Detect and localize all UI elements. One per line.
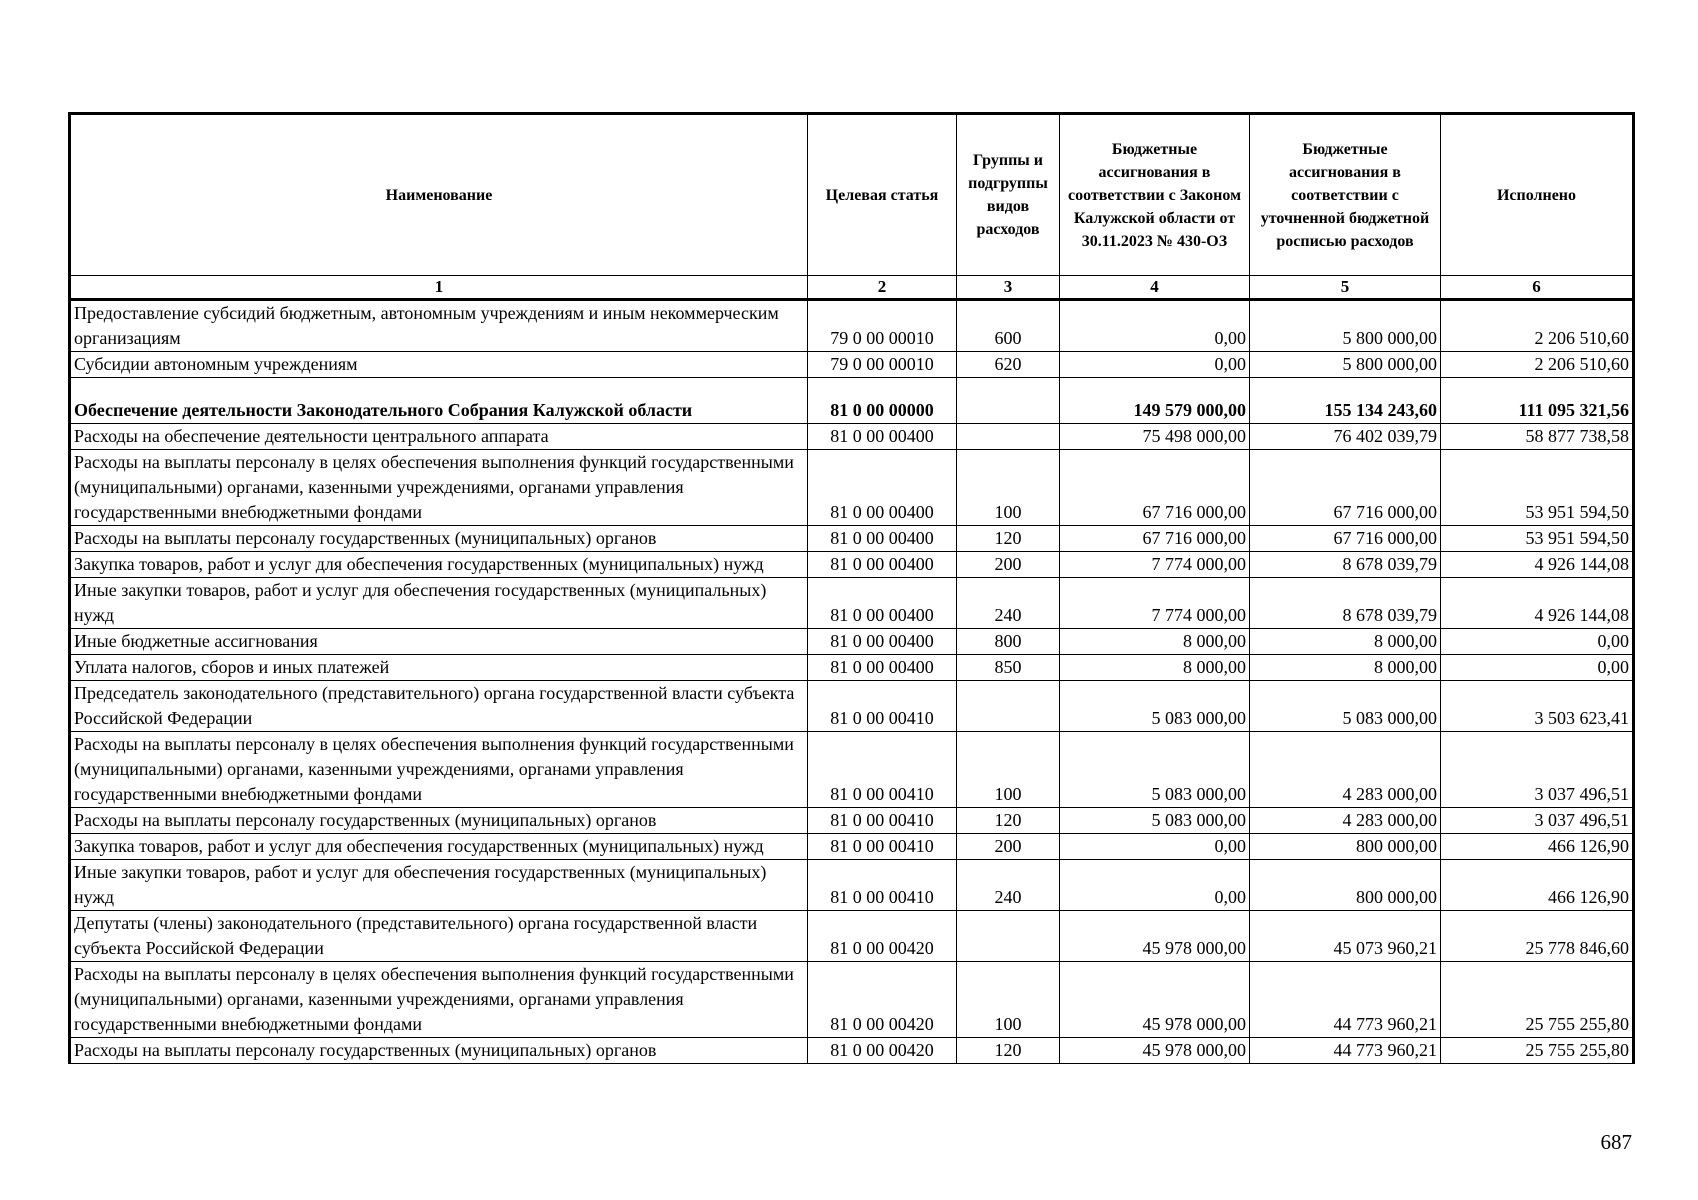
row-law-allocation: 0,00 [1060, 300, 1250, 352]
row-target-article: 81 0 00 00410 [808, 834, 957, 860]
table-row [70, 681, 1634, 732]
table-row [70, 578, 1634, 629]
row-name: Обеспечение деятельности Законодательного Собрания Калужской области [70, 378, 808, 424]
row-name: Расходы на выплаты персоналу государственных (муниципальных) органов [70, 808, 808, 834]
row-refined-allocation: 800 000,00 [1250, 834, 1441, 860]
header-executed: Исполнено [1441, 114, 1634, 276]
row-executed: 2 206 510,60 [1441, 352, 1634, 378]
row-law-allocation: 8 000,00 [1060, 629, 1250, 655]
row-refined-allocation: 5 083 000,00 [1250, 681, 1441, 732]
column-number: 4 [1060, 276, 1250, 300]
table-body [70, 300, 1634, 1064]
row-law-allocation: 7 774 000,00 [1060, 552, 1250, 578]
header-law-allocations: Бюджетные ассигнования в соответствии с Законом Калужской области от 30.11.2023 № 430-ОЗ [1060, 114, 1250, 276]
row-refined-allocation: 67 716 000,00 [1250, 450, 1441, 526]
row-name: Председатель законодательного (представительного) органа государственной власти субъекта Российской Федерации [70, 681, 808, 732]
row-refined-allocation: 44 773 960,21 [1250, 1038, 1441, 1064]
row-executed: 3 037 496,51 [1441, 808, 1634, 834]
row-expense-group: 100 [957, 962, 1060, 1038]
row-name: Закупка товаров, работ и услуг для обеспечения государственных (муниципальных) нужд [70, 552, 808, 578]
row-law-allocation: 7 774 000,00 [1060, 578, 1250, 629]
row-expense-group: 600 [957, 300, 1060, 352]
row-executed: 25 755 255,80 [1441, 1038, 1634, 1064]
row-target-article: 81 0 00 00410 [808, 808, 957, 834]
row-name: Иные бюджетные ассигнования [70, 629, 808, 655]
row-name: Закупка товаров, работ и услуг для обеспечения государственных (муниципальных) нужд [70, 834, 808, 860]
table-row [70, 911, 1634, 962]
row-law-allocation: 45 978 000,00 [1060, 1038, 1250, 1064]
row-target-article: 81 0 00 00420 [808, 962, 957, 1038]
row-refined-allocation: 45 073 960,21 [1250, 911, 1441, 962]
column-number: 1 [70, 276, 808, 300]
row-law-allocation: 5 083 000,00 [1060, 808, 1250, 834]
row-expense-group: 240 [957, 578, 1060, 629]
row-expense-group: 800 [957, 629, 1060, 655]
row-target-article: 81 0 00 00420 [808, 911, 957, 962]
row-refined-allocation: 8 678 039,79 [1250, 578, 1441, 629]
row-target-article: 81 0 00 00400 [808, 655, 957, 681]
row-executed: 2 206 510,60 [1441, 300, 1634, 352]
row-expense-group: 200 [957, 834, 1060, 860]
table-row [70, 424, 1634, 450]
table-row [70, 655, 1634, 681]
row-refined-allocation: 76 402 039,79 [1250, 424, 1441, 450]
row-law-allocation: 0,00 [1060, 834, 1250, 860]
row-expense-group: 100 [957, 450, 1060, 526]
row-target-article: 81 0 00 00400 [808, 526, 957, 552]
row-executed: 0,00 [1441, 655, 1634, 681]
row-name: Расходы на выплаты персоналу в целях обеспечения выполнения функций государственными (муниципальными) органами, казенными учреждениями, органами управления государственными внебюджетными фондами [70, 732, 808, 808]
row-law-allocation: 75 498 000,00 [1060, 424, 1250, 450]
column-number: 6 [1441, 276, 1634, 300]
row-name: Расходы на выплаты персоналу в целях обеспечения выполнения функций государственными (муниципальными) органами, казенными учреждениями, органами управления государственными внебюджетными фондами [70, 962, 808, 1038]
row-expense-group: 100 [957, 732, 1060, 808]
row-expense-group: 200 [957, 552, 1060, 578]
table-header [70, 114, 1634, 300]
row-refined-allocation: 800 000,00 [1250, 860, 1441, 911]
table-row [70, 962, 1634, 1038]
table-row [70, 450, 1634, 526]
row-executed: 4 926 144,08 [1441, 578, 1634, 629]
table-row [70, 526, 1634, 552]
row-law-allocation: 45 978 000,00 [1060, 962, 1250, 1038]
row-target-article: 81 0 00 00400 [808, 450, 957, 526]
row-refined-allocation: 67 716 000,00 [1250, 526, 1441, 552]
row-executed: 3 503 623,41 [1441, 681, 1634, 732]
row-law-allocation: 67 716 000,00 [1060, 450, 1250, 526]
row-executed: 25 755 255,80 [1441, 962, 1634, 1038]
row-law-allocation: 67 716 000,00 [1060, 526, 1250, 552]
table-row [70, 834, 1634, 860]
row-refined-allocation: 4 283 000,00 [1250, 732, 1441, 808]
row-executed: 466 126,90 [1441, 834, 1634, 860]
table-row [70, 300, 1634, 352]
row-refined-allocation: 8 000,00 [1250, 655, 1441, 681]
row-expense-group [957, 911, 1060, 962]
row-executed: 53 951 594,50 [1441, 450, 1634, 526]
header-target-article: Целевая статья [808, 114, 957, 276]
row-refined-allocation: 44 773 960,21 [1250, 962, 1441, 1038]
row-expense-group: 620 [957, 352, 1060, 378]
row-law-allocation: 8 000,00 [1060, 655, 1250, 681]
row-name: Расходы на выплаты персоналу в целях обеспечения выполнения функций государственными (муниципальными) органами, казенными учреждениями, органами управления государственными внебюджетными фондами [70, 450, 808, 526]
row-refined-allocation: 8 678 039,79 [1250, 552, 1441, 578]
table-row [70, 860, 1634, 911]
row-executed: 3 037 496,51 [1441, 732, 1634, 808]
row-expense-group [957, 424, 1060, 450]
row-refined-allocation: 8 000,00 [1250, 629, 1441, 655]
row-name: Расходы на выплаты персоналу государственных (муниципальных) органов [70, 1038, 808, 1064]
table-row [70, 629, 1634, 655]
row-law-allocation: 0,00 [1060, 860, 1250, 911]
row-refined-allocation: 5 800 000,00 [1250, 352, 1441, 378]
row-target-article: 81 0 00 00400 [808, 578, 957, 629]
header-expense-groups: Группы и подгруппы видов расходов [957, 114, 1060, 276]
page-number: 687 [1600, 1130, 1632, 1154]
row-refined-allocation: 155 134 243,60 [1250, 378, 1441, 424]
row-name: Расходы на обеспечение деятельности центрального аппарата [70, 424, 808, 450]
column-number: 5 [1250, 276, 1441, 300]
row-target-article: 81 0 00 00410 [808, 860, 957, 911]
row-refined-allocation: 5 800 000,00 [1250, 300, 1441, 352]
table-row [70, 732, 1634, 808]
row-executed: 58 877 738,58 [1441, 424, 1634, 450]
row-law-allocation: 5 083 000,00 [1060, 732, 1250, 808]
row-executed: 0,00 [1441, 629, 1634, 655]
row-expense-group: 120 [957, 808, 1060, 834]
row-name: Предоставление субсидий бюджетным, автономным учреждениям и иным некоммерческим организациям [70, 300, 808, 352]
row-target-article: 81 0 00 00400 [808, 424, 957, 450]
row-executed: 111 095 321,56 [1441, 378, 1634, 424]
row-expense-group: 240 [957, 860, 1060, 911]
row-executed: 25 778 846,60 [1441, 911, 1634, 962]
row-law-allocation: 45 978 000,00 [1060, 911, 1250, 962]
table-row [70, 552, 1634, 578]
header-name: Наименование [70, 114, 808, 276]
column-number: 2 [808, 276, 957, 300]
row-executed: 4 926 144,08 [1441, 552, 1634, 578]
row-expense-group [957, 681, 1060, 732]
row-expense-group: 120 [957, 526, 1060, 552]
row-executed: 466 126,90 [1441, 860, 1634, 911]
row-target-article: 79 0 00 00010 [808, 352, 957, 378]
row-target-article: 81 0 00 00400 [808, 552, 957, 578]
row-expense-group: 120 [957, 1038, 1060, 1064]
row-law-allocation: 5 083 000,00 [1060, 681, 1250, 732]
row-target-article: 81 0 00 00410 [808, 732, 957, 808]
table-row [70, 352, 1634, 378]
row-name: Расходы на выплаты персоналу государственных (муниципальных) органов [70, 526, 808, 552]
row-name: Иные закупки товаров, работ и услуг для обеспечения государственных (муниципальных) нужд [70, 578, 808, 629]
header-refined-allocations: Бюджетные ассигнования в соответствии с уточненной бюджетной росписью расходов [1250, 114, 1441, 276]
row-name: Депутаты (члены) законодательного (представительного) органа государственной власти субъекта Российской Федерации [70, 911, 808, 962]
row-law-allocation: 0,00 [1060, 352, 1250, 378]
table-row [70, 808, 1634, 834]
row-target-article: 81 0 00 00000 [808, 378, 957, 424]
row-target-article: 81 0 00 00400 [808, 629, 957, 655]
row-name: Уплата налогов, сборов и иных платежей [70, 655, 808, 681]
column-number: 3 [957, 276, 1060, 300]
row-name: Иные закупки товаров, работ и услуг для обеспечения государственных (муниципальных) нужд [70, 860, 808, 911]
row-target-article: 79 0 00 00010 [808, 300, 957, 352]
row-name: Субсидии автономным учреждениям [70, 352, 808, 378]
table-row [70, 378, 1634, 424]
row-law-allocation: 149 579 000,00 [1060, 378, 1250, 424]
row-target-article: 81 0 00 00410 [808, 681, 957, 732]
row-executed: 53 951 594,50 [1441, 526, 1634, 552]
row-target-article: 81 0 00 00420 [808, 1038, 957, 1064]
row-expense-group [957, 378, 1060, 424]
row-refined-allocation: 4 283 000,00 [1250, 808, 1441, 834]
table-row [70, 1038, 1634, 1064]
budget-table [68, 112, 1635, 1064]
row-expense-group: 850 [957, 655, 1060, 681]
